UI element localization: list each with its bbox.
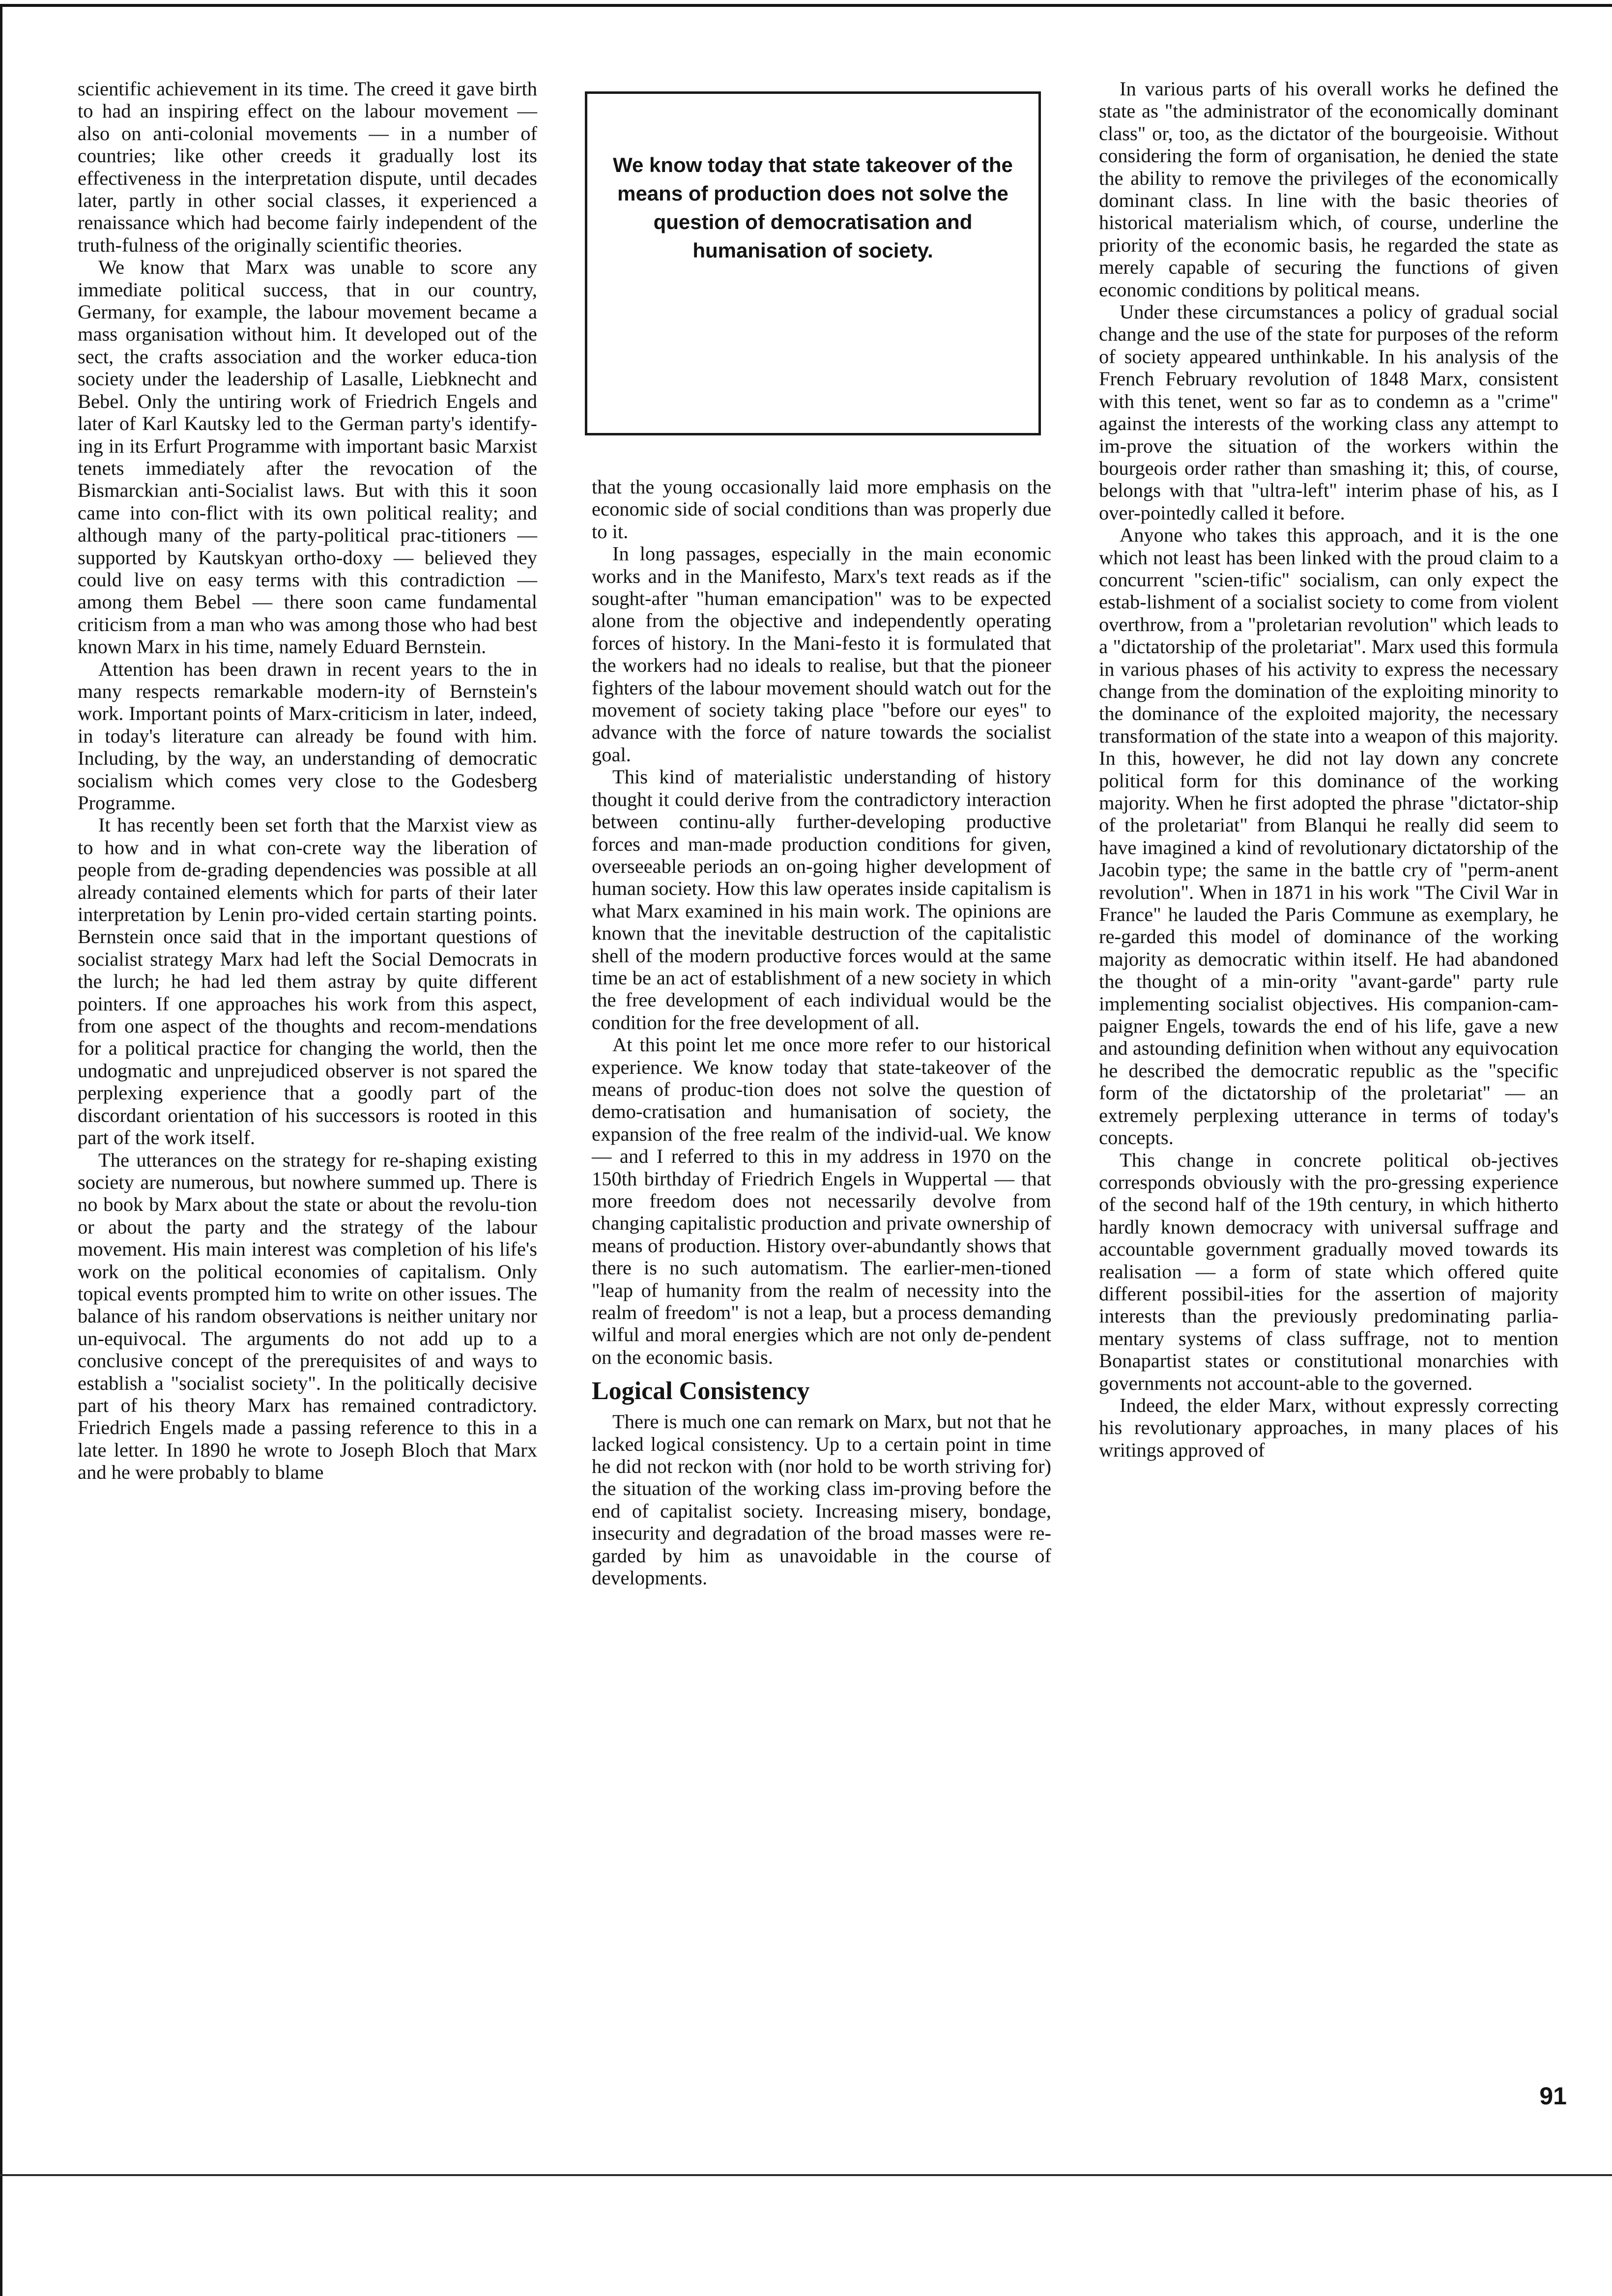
- paragraph: It has recently been set forth that the Marxist view as to how and in what con-crete way the liberation of people from de-grading dependencies was possible at all already contained elements which for parts of their later interpretation by Lenin pro-vided certain starting points. Bernstein once said that in the important questions of socialist strategy Marx had left the Social Democrats in the lurch; he had led them astray by quite different pointers. If one approaches his work from this aspect, from one aspect of the thoughts and recom-mendations for a political practice for changing the world, then the undogmatic and unprejudiced observer is not spared the perplexing experience that a goodly part of the discordant orientation of his successors is rooted in this part of the work itself.: [78, 814, 537, 1149]
- paragraph: In long passages, especially in the main economic works and in the Manifesto, Marx's text reads as if the sought-after "human emancipation" was to be expected alone from the objective and independently operating forces of history. In the Mani-festo it is formulated that the workers had no ideals to realise, but that the pioneer fighters of the labour movement should watch out for the movement of society taking place "before our eyes" to advance with the force of nature towards the socialist goal.: [592, 543, 1051, 766]
- bottom-border-rule: [0, 2174, 1612, 2176]
- left-border-rule: [0, 4, 2, 2296]
- text-column-3: [1099, 78, 1558, 1461]
- text-column-2: [592, 476, 1051, 1589]
- paragraph: Under these circumstances a policy of gradual social change and the use of the state for purposes of the reform of society appeared unthinkable. In his analysis of the French February revolution of 1848 Marx, consistent with this tenet, went so far as to condemn as a "crime" against the interests of the working class any attempt to im-prove the situation of the workers within the bourgeois order rather than smashing it; this, of course, belongs with that "ultra-left" interim phase of his, as I over-pointedly called it before.: [1099, 301, 1558, 524]
- section-subheading: Logical Consistency: [592, 1377, 810, 1406]
- paragraph: This kind of materialistic understanding of history thought it could derive from the contradictory interaction between continu-ally further-developing productive forces and man-made production conditions for given, overseeable periods an on-going higher development of human society. How this law operates inside capitalism is what Marx examined in his main work. The opinions are known that the inevitable destruction of the capitalistic shell of the modern productive forces would at the same time be an act of establishment of a new society in which the free development of each individual would be the condition for the free development of all.: [592, 766, 1051, 1033]
- paragraph: At this point let me once more refer to our historical experience. We know today that state-takeover of the means of produc-tion does not solve the question of demo-cratisation and humanisation of society, the expansion of the free realm of the individ-ual. We know — and I referred to this in my address in 1970 on the 150th birthday of Friedrich Engels in Wuppertal — that more freedom does not necessarily devolve from changing capitalistic production and private ownership of means of production. History over-abundantly shows that there is no such automatism. The earlier-men-tioned "leap of humanity from the realm of necessity into the realm of freedom" is not a leap, but a process demanding wilful and moral energies which are not only de-pendent on the economic basis.: [592, 1033, 1051, 1368]
- page-number: 91: [1539, 2082, 1567, 2110]
- paragraph: Indeed, the elder Marx, without expressly correcting his revolutionary approaches, in many places of his writings approved of: [1099, 1394, 1558, 1461]
- pull-quote-box: [585, 91, 1041, 435]
- paragraph: The utterances on the strategy for re-shaping existing society are numerous, but nowhere summed up. There is no book by Marx about the state or about the revolu-tion or about the party and the strategy of the labour movement. His main interest was completion of his life's work on the political economies of capitalism. Only topical events prompted him to write on other issues. The balance of his random observations is neither unitary nor un-equivocal. The arguments do not add up to a conclusive concept of the prerequisites of and ways to establish a "socialist society". In the politically decisive part of his theory Marx has remained contradictory. Friedrich Engels made a passing reference to this in a late letter. In 1890 he wrote to Joseph Bloch that Marx and he were probably to blame: [78, 1148, 537, 1484]
- paragraph: Anyone who takes this approach, and it is the one which not least has been linked with the proud claim to a concurrent "scien-tific" socialism, can only expect the estab-lishment of a socialist society to come from violent overthrow, from a "proletarian revolution" which leads to a "dictatorship of the proletariat". Marx used this formula in various phases of his activity to express the necessary change from the domination of the exploiting minority to the dominance of the exploited majority, the necessary transformation of the state into a weapon of this majority. In this, however, he did not lay down any concrete political form for this dominance of the working majority. When he first adopted the phrase "dictator-ship of the proletariat" from Blanqui he really did seem to have imagined a kind of revolutionary dictatorship of the Jacobin type; the same in the battle cry of "perm-anent revolution". When in 1871 in his work "The Civil War in France" he lauded the Paris Commune as exemplary, he re-garded this model of dominance of the working majority as democratic within itself. He had abandoned the thought of a min-ority "avant-garde" party rule implementing socialist objectives. His companion-cam-paigner Engels, towards the end of his life, gave a new and astounding definition when without any equivocation he described the democratic republic as the "specific form of the dictatorship of the proletariat" — an extremely perplexing utterance in terms of today's concepts.: [1099, 524, 1558, 1149]
- paragraph: scientific achievement in its time. The creed it gave birth to had an inspiring effect on the labour movement — also on anti-colonial movements — in a number of countries; like other creeds it gradually lost its effectiveness in the interpretation dispute, until decades later, partly in other social classes, it experienced a renaissance which had become fairly independent of the truth-fulness of the originally scientific theories.: [78, 78, 537, 256]
- paragraph: Attention has been drawn in recent years to the in many respects remarkable modern-ity of Bernstein's work. Important points of Marx-criticism in later, indeed, in today's literature can already be found with him. Including, by the way, an understanding of democratic socialism which comes very close to the Godesberg Programme.: [78, 658, 537, 814]
- paragraph: This change in concrete political ob-jectives corresponds obviously with the pro-gressing experience of the second half of the 19th century, in which hitherto hardly known democracy with universal suffrage and accountable government gradually moved towards its realisation — a form of state which offered quite different possibil-ities for the assertion of majority interests than the previously predominating parlia-mentary systems of class suffrage, not to mention Bonapartist states or constitutional monarchies with governments not account-able to the governed.: [1099, 1148, 1558, 1394]
- paragraph: that the young occasionally laid more emphasis on the economic side of social conditions than was properly due to it.: [592, 476, 1051, 543]
- top-border-rule: [0, 4, 1612, 7]
- paragraph: We know that Marx was unable to score any immediate political success, that in our country, Germany, for example, the labour movement became a mass organisation without him. It developed out of the sect, the crafts association and the worker educa-tion society under the leadership of Lasalle, Liebknecht and Bebel. Only the untiring work of Friedrich Engels and later of Karl Kautsky led to the German party's identify-ing in its Erfurt Programme with important basic Marxist tenets immediately after the revocation of the Bismarckian anti-Socialist laws. But with this it soon came into con-flict with its own political reality; and although many of the party-political prac-titioners — supported by Kautskyan ortho-doxy — believed they could live on easy terms with this contradiction — among them Bebel — there soon came fundamental criticism from a man who was among those who had best known Marx in his time, namely Eduard Bernstein.: [78, 256, 537, 658]
- text-column-1: [78, 78, 537, 1484]
- paragraph: There is much one can remark on Marx, but not that he lacked logical consistency. Up to a certain point in time he did not reckon with (nor hold to be worth striving for) the situation of the working class im-proving before the end of capitalist society. Increasing misery, bondage, insecurity and degradation of the broad masses were re-garded by him as unavoidable in the course of developments.: [592, 1410, 1051, 1589]
- pull-quote-text: We know today that state takeover of the means of production does not solve the question of democratisation and humanisation of society.: [613, 153, 1013, 262]
- paragraph: In various parts of his overall works he defined the state as "the administrator of the economically dominant class" or, too, as the dictator of the bourgeoisie. Without considering the form of organisation, he denied the state the ability to remove the privileges of the economically dominant class. In line with the basic theories of historical materialism which, of course, underline the priority of the economic basis, he regarded the state as merely capable of securing the functions of given economic conditions by political means.: [1099, 78, 1558, 301]
